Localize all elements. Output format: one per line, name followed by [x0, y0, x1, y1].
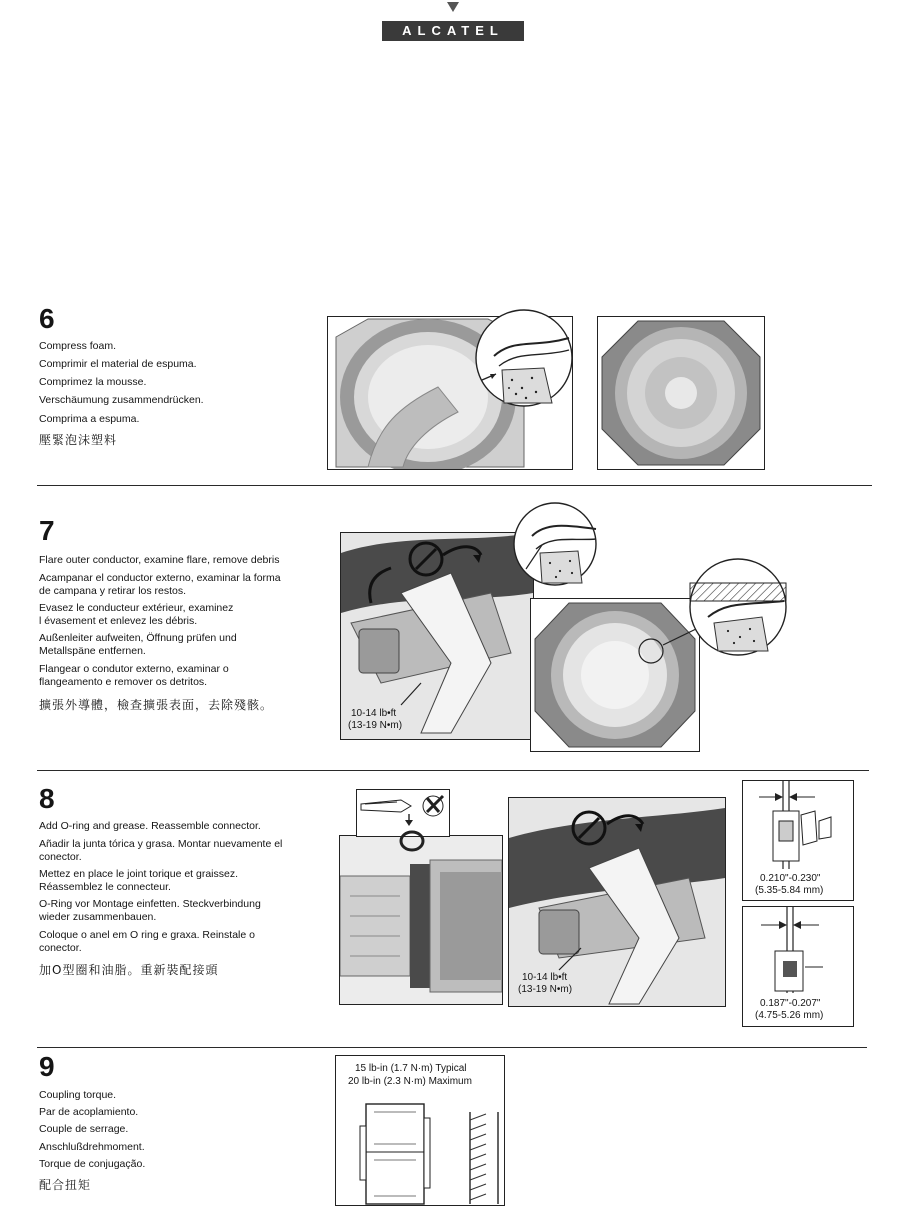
- section-divider: [37, 1047, 867, 1048]
- step-number: 8: [39, 783, 55, 814]
- foam-detail-inset: [474, 308, 574, 408]
- torque-label-metric: (13-19 N•m): [518, 984, 573, 995]
- instruction-line: Par de acoplamiento.: [39, 1106, 139, 1118]
- flare-detail-inset: [512, 501, 598, 587]
- instruction-line: Verschäumung zusammendrücken.: [39, 394, 204, 406]
- instruction-line: Mettez en place le joint torique et graissez.: [39, 868, 239, 880]
- instruction-line: l évasement et enlevez les débris.: [39, 615, 198, 627]
- instruction-line: Compress foam.: [39, 340, 117, 352]
- coupling-torque-maximum: 20 lb-in (2.3 N·m) Maximum: [348, 1076, 472, 1087]
- gap-spec-label: 0.210"-0.230": [760, 873, 821, 884]
- instruction-line: de campana y retirar los restos.: [39, 585, 187, 597]
- instruction-line: Acampanar el conductor externo, examinar la forma: [39, 572, 281, 584]
- torque-label: 10-14 lb•ft: [522, 972, 568, 983]
- instruction-line: Comprima a espuma.: [39, 413, 140, 425]
- instruction-line: Flare outer conductor, examine flare, remove debris: [39, 554, 280, 566]
- instruction-line: Evasez le conducteur extérieur, examinez: [39, 602, 234, 614]
- instruction-line: Flangear o condutor externo, examinar o: [39, 663, 229, 675]
- torque-label: 10-14 lb•ft: [351, 708, 397, 719]
- step-number: 9: [39, 1051, 55, 1082]
- logo-triangle-icon: [447, 2, 459, 12]
- section-divider: [37, 770, 869, 771]
- oring-icon: [399, 828, 425, 854]
- coupling-torque-typical: 15 lb-in (1.7 N·m) Typical: [355, 1063, 467, 1074]
- instruction-line: flangeamento e remover os detritos.: [39, 676, 208, 688]
- instruction-line: Comprimir el material de espuma.: [39, 358, 197, 370]
- instruction-line: O-Ring vor Montage einfetten. Steckverbindung: [39, 898, 261, 910]
- step-number: 7: [39, 515, 55, 546]
- instruction-line: Metallspäne entfernen.: [39, 645, 146, 657]
- instruction-line: Réassemblez le connecteur.: [39, 881, 171, 893]
- step-number: 6: [39, 303, 55, 334]
- instruction-line: wieder zusammenbauen.: [39, 911, 157, 923]
- section-divider: [37, 485, 872, 486]
- brand-logo: ALCATEL: [382, 21, 524, 41]
- instruction-line: conector.: [39, 942, 82, 954]
- gap-spec-label: 0.187"-0.207": [760, 998, 821, 1009]
- instruction-line-chinese: 加O型圈和油脂。重新裝配接頭: [39, 963, 219, 977]
- torque-label-metric: (13-19 N•m): [348, 720, 403, 731]
- flare-inspect-photo: [530, 598, 700, 752]
- gap-spec-label-metric: (4.75-5.26 mm): [755, 1010, 824, 1021]
- oring-connector-photo: [339, 835, 503, 1005]
- instruction-line: Couple de serrage.: [39, 1123, 129, 1135]
- instruction-line: Coloque o anel em O ring e graxa. Reinstale o: [39, 929, 255, 941]
- compressed-foam-photo: [597, 316, 765, 470]
- instruction-line-chinese: 壓緊泡沫塑料: [39, 433, 118, 447]
- instruction-line: Comprimez la mousse.: [39, 376, 147, 388]
- instruction-line: Add O-ring and grease. Reassemble connector.: [39, 820, 261, 832]
- instruction-line: Anschlußdrehmoment.: [39, 1141, 145, 1153]
- instruction-line: Außenleiter aufweiten, Öffnung prüfen und: [39, 632, 237, 644]
- instruction-line: Coupling torque.: [39, 1089, 117, 1101]
- flare-cross-section-inset: [688, 557, 788, 657]
- instruction-line-chinese: 配合扭矩: [39, 1178, 92, 1192]
- instruction-line: conector.: [39, 851, 82, 863]
- instruction-line-chinese: 擴張外導體，檢查擴張表面，去除殘骸。: [39, 698, 274, 712]
- instruction-line: Torque de conjugação.: [39, 1158, 146, 1170]
- gap-spec-label-metric: (5.35-5.84 mm): [755, 885, 824, 896]
- instruction-line: Añadir la junta tórica y grasa. Montar nuevamente el: [39, 838, 283, 850]
